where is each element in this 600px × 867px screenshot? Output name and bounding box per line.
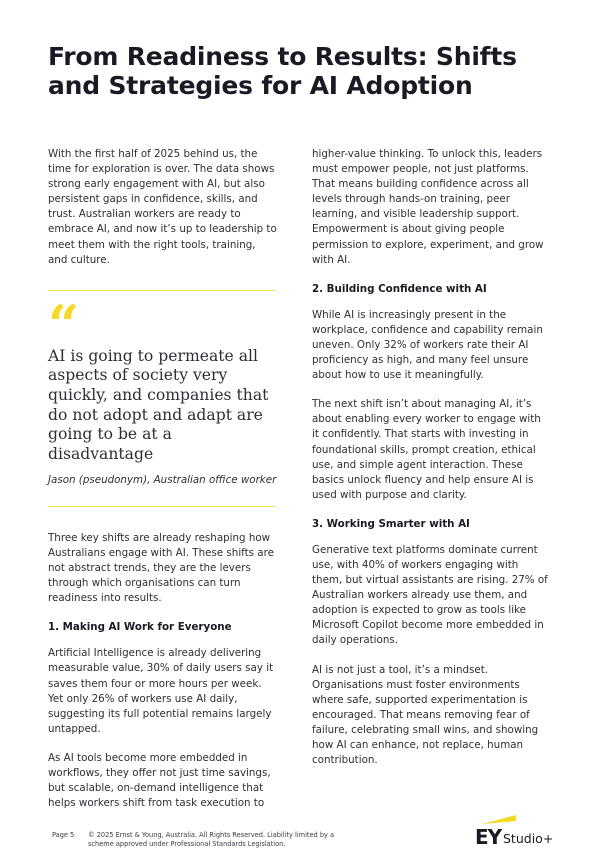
logo-brand: EY bbox=[475, 825, 502, 849]
ey-studio-logo bbox=[472, 815, 562, 851]
logo-suffix: Studio+ bbox=[503, 831, 554, 846]
right-column bbox=[312, 147, 550, 782]
page-title: From Readiness to Results: Shifts and Strategies for AI Adoption bbox=[48, 42, 517, 100]
section-2-paragraph-2: The next shift isn’t about managing AI, it’s about enabling every worker to engage with it confidently. That starts with investing in foundational skills, prompt creation, ethical use, and simple agent interaction. These basics unlock fluency and help ensure AI is used with purpose and clarity. bbox=[312, 398, 541, 501]
quote-top-divider bbox=[48, 290, 275, 291]
section-1-heading: 1. Making AI Work for Everyone bbox=[48, 621, 232, 634]
quote-mark-icon: “ bbox=[48, 292, 80, 357]
section-2-heading: 2. Building Confidence with AI bbox=[312, 282, 487, 295]
section-3-paragraph-2: AI is not just a tool, it’s a mindset. Organisations must foster environments where safe, supported experimentation is encouraged. That means removing fear of failure, celebrating small wins, and showing how AI can enhance, not replace, human contribution. bbox=[312, 663, 539, 767]
section-1-paragraph-1: Artificial Intelligence is already delivering measurable value, 30% of daily users say it saves them four or more hours per week. Yet only 26% of workers use AI daily, suggesting its full potential remains largely untapped. bbox=[48, 647, 274, 735]
section-1-paragraph-2-continued: higher-value thinking. To unlock this, leaders must empower people, not just platforms. That means building confidence across all levels through hands-on training, peer learning, and visible leadership support. Empowerment is about giving people permission to explore, experiment, and grow with AI. bbox=[312, 148, 544, 266]
intro-paragraph: With the first half of 2025 behind us, the time for exploration is over. The data shows strong early engagement with AI, but also persistent gaps in confidence, skills, and trust. Australian workers are ready to embrace AI, and now it’s up to leadership to meet them with the right tools, training, and culture. bbox=[48, 148, 277, 266]
quote-bottom-divider bbox=[48, 506, 275, 507]
section-2-paragraph-1: While AI is increasingly present in the workplace, confidence and capability remain uneven. Only 32% of workers rate their AI proficiency as high, and many feel unsure about how to use it meaningfully. bbox=[312, 308, 543, 382]
page-number: Page 5 bbox=[52, 831, 75, 839]
shifts-intro-paragraph: Three key shifts are already reshaping how Australians engage with AI. These shifts are not abstract trends, they are the levers through which organisations can turn readiness into results. bbox=[48, 531, 274, 605]
section-3-heading: 3. Working Smarter with AI bbox=[312, 517, 470, 530]
section-1-paragraph-2: As AI tools become more embedded in workflows, they offer not just time savings, but scalable, on-demand intelligence that helps workers shift from task execution to bbox=[48, 751, 271, 810]
copyright-notice: © 2025 Ernst & Young, Australia. All Rights Reserved. Liability limited by a scheme approved under Professional Standards Legislation. bbox=[88, 831, 335, 848]
left-column bbox=[48, 147, 278, 825]
section-3-paragraph-1: Generative text platforms dominate current use, with 40% of workers engaging with them, but virtual assistants are rising. 27% of Australian workers already use them, and adoption is expected to grow as tools like Microsoft Copilot become more embedded in daily operations. bbox=[312, 543, 548, 647]
quote-attribution: Jason (pseudonym), Australian office worker bbox=[48, 474, 277, 487]
pull-quote: AI is going to permeate all aspects of society very quickly, and companies that do not adopt and adapt are going to be at a disadvantage bbox=[48, 346, 269, 463]
